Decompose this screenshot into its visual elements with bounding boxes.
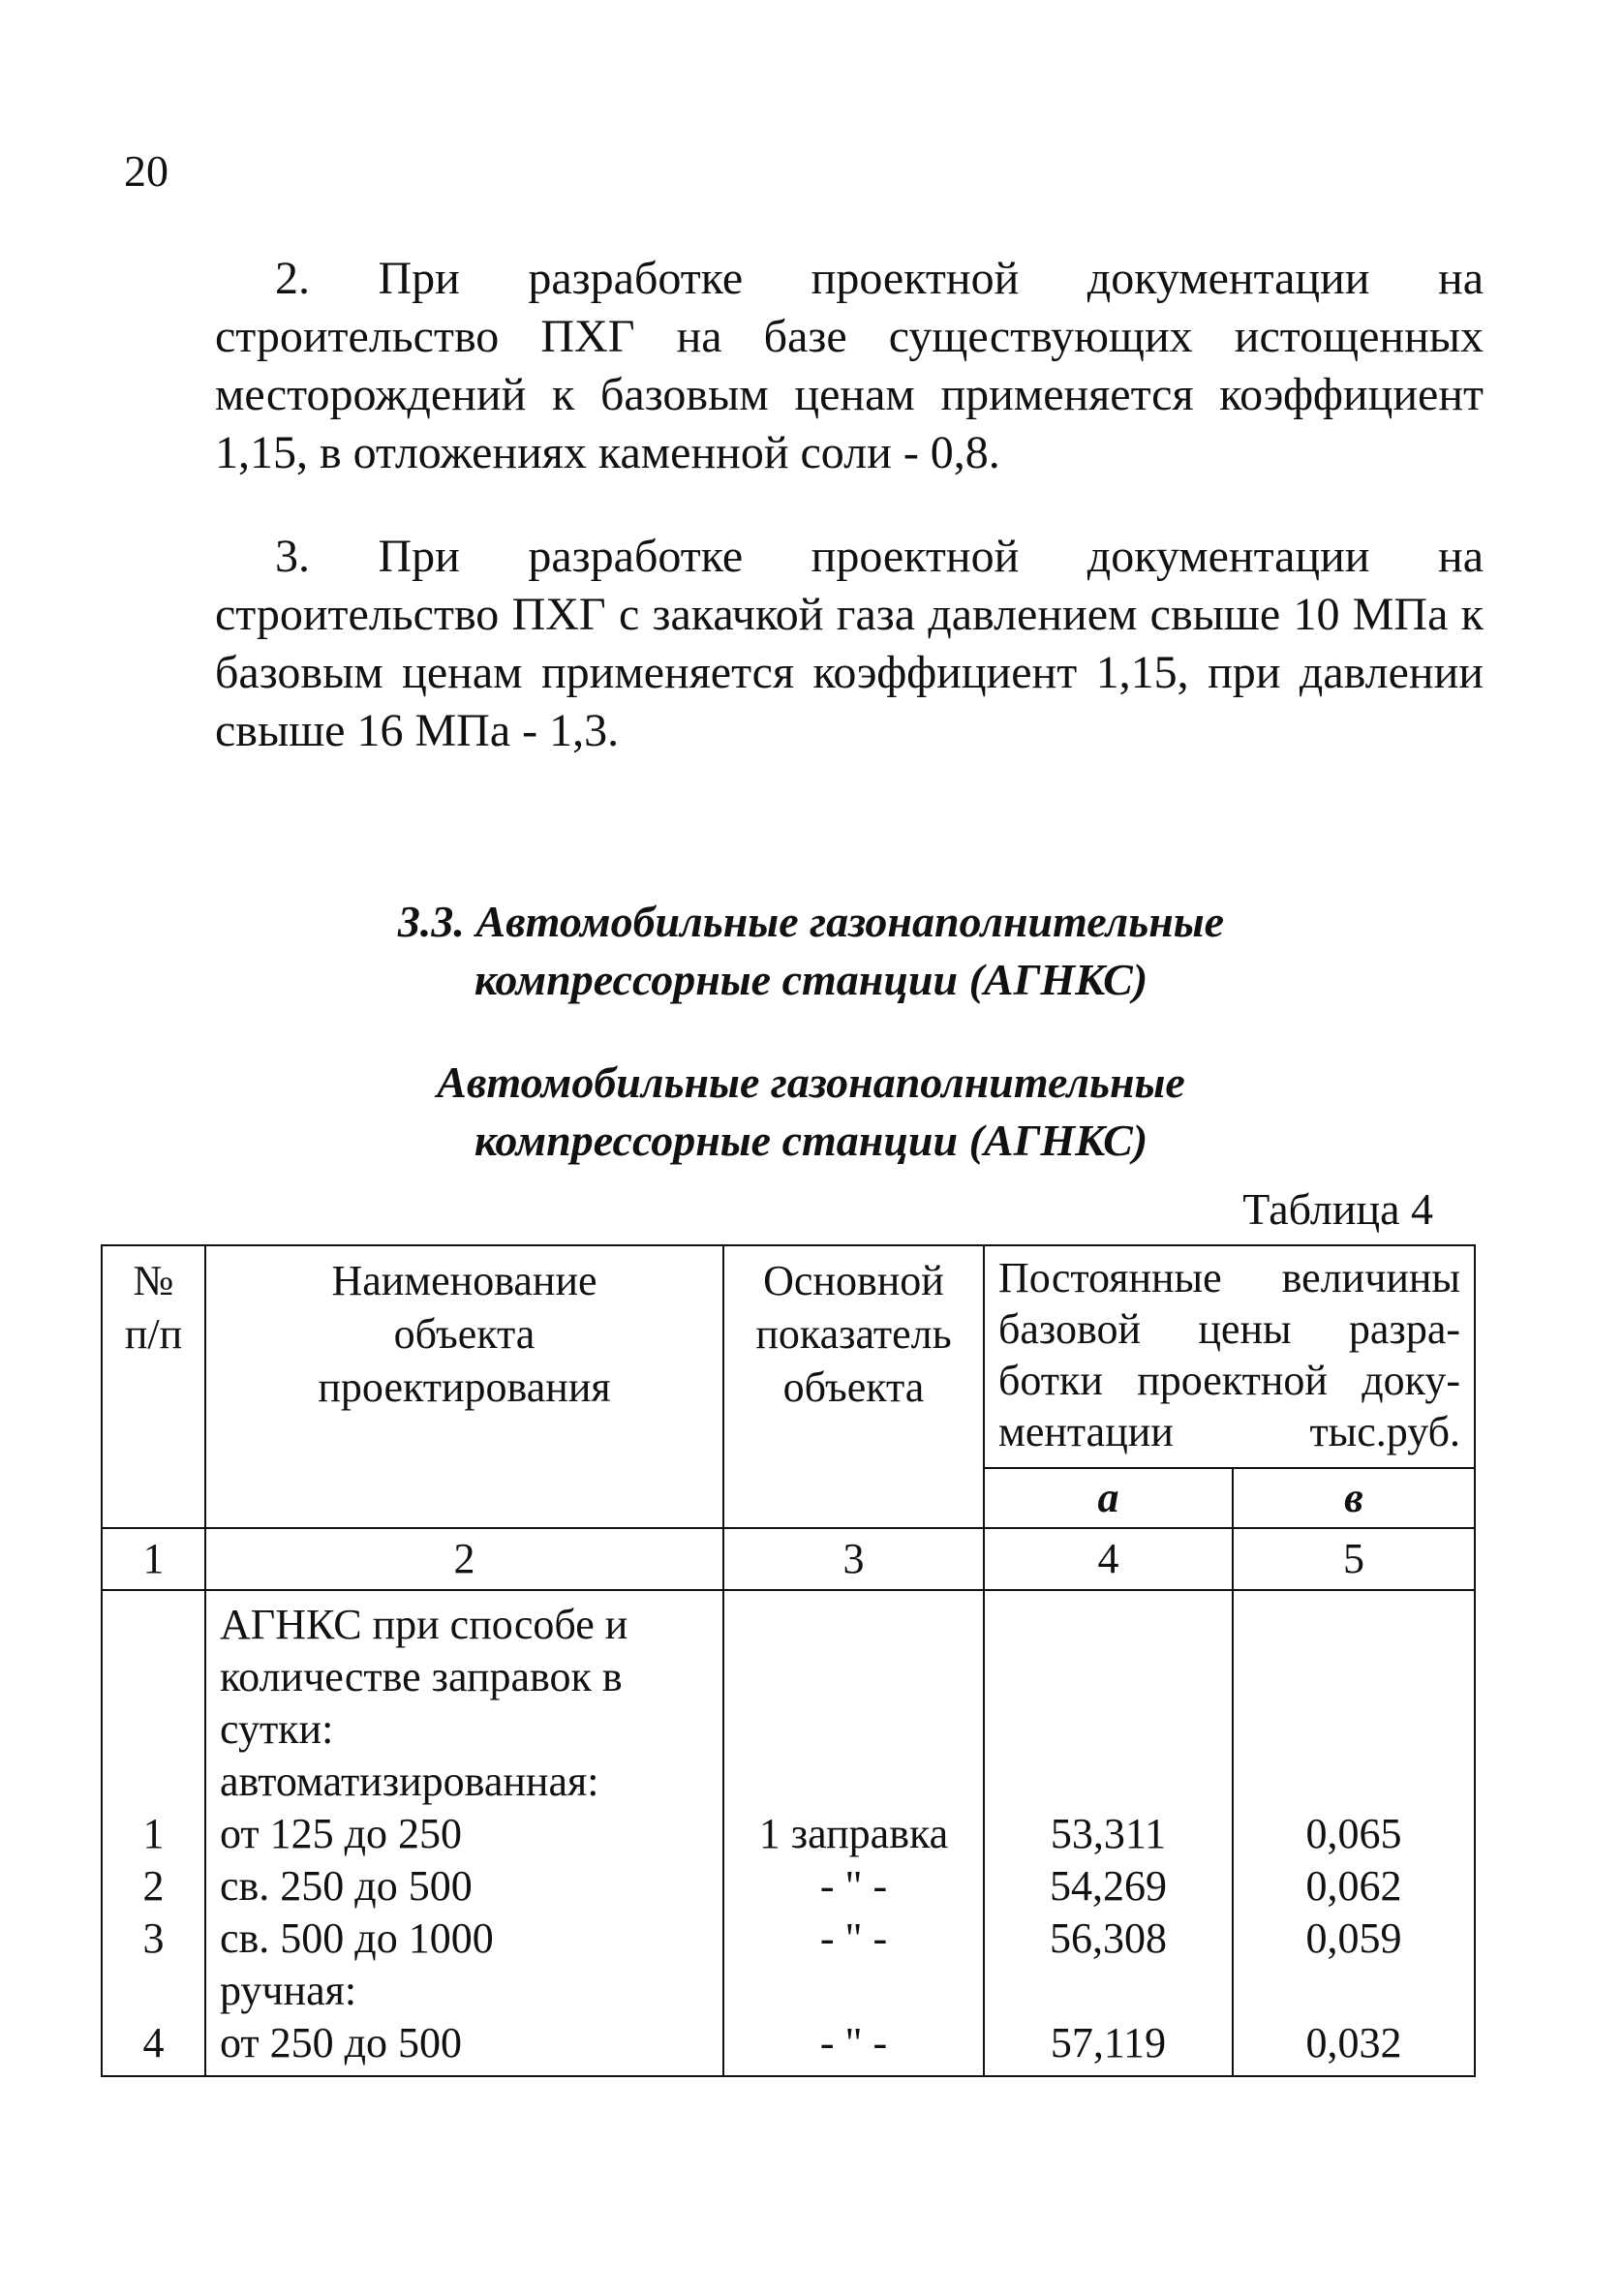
row-name: от 250 до 500 [220, 2019, 463, 2066]
table-title-line-2: компрессорные станции (АГНКС) [474, 1116, 1148, 1165]
row-indicator [724, 1965, 983, 2017]
section-heading [0, 893, 1622, 1009]
row-value-a: 57,119 [1050, 2019, 1167, 2066]
row-value-b: 0,062 [1305, 1862, 1402, 1910]
section-heading-line-2: компрессорные станции (АГНКС) [474, 955, 1148, 1004]
row-name: количестве заправок в [220, 1653, 623, 1700]
row-indicator: 1 заправка [758, 1810, 949, 1857]
row-name: АГНКС при способе и [220, 1601, 628, 1648]
header-indicator-line-2: показатель [755, 1310, 952, 1358]
column-number-row [102, 1528, 1475, 1590]
row-name: св. 500 до 1000 [220, 1914, 494, 1962]
row-value-b [1234, 1651, 1474, 1703]
row-value-a: 54,269 [1050, 1862, 1167, 1910]
row-number [103, 1703, 204, 1756]
row-number: 1 [142, 1810, 165, 1857]
column-number: 5 [1233, 1528, 1475, 1590]
header-name-line-2: объекта [393, 1310, 536, 1358]
header-main-indicator [723, 1245, 984, 1528]
row-indicator: - " - [819, 1914, 888, 1962]
row-value-b [1234, 1965, 1474, 2017]
header-object-name [205, 1245, 723, 1528]
indicator-column [723, 1590, 984, 2076]
row-indicator [724, 1703, 983, 1756]
column-number: 2 [205, 1528, 723, 1590]
row-value-b [1234, 1703, 1474, 1756]
row-number [103, 1965, 204, 2017]
header-base-price [984, 1245, 1475, 1468]
header-price-line-1: Постоянные величины [998, 1254, 1460, 1301]
paragraph-2: 2. При разработке проектной документации на строительство ПХГ на базе существующих истощенных месторождений к базовым ценам применяется коэффициент 1,15, в отложениях каменной соли - 0,8. [215, 253, 1484, 478]
row-indicator: - " - [819, 2019, 888, 2066]
value-a-column [984, 1590, 1233, 2076]
header-name-line-3: проектирования [318, 1363, 611, 1411]
table-body-row [102, 1590, 1475, 2076]
row-indicator [724, 1756, 983, 1808]
number-column [102, 1590, 205, 2076]
row-name: автоматизированная: [220, 1758, 599, 1805]
header-indicator-line-1: Основной [763, 1257, 944, 1304]
row-name: от 125 до 250 [220, 1810, 463, 1857]
section-heading-line-1: 3.3. Автомобильные газонаполнительные [397, 897, 1225, 946]
row-value-b [1234, 1756, 1474, 1808]
row-number [103, 1756, 204, 1808]
row-value-a [985, 1965, 1232, 2017]
column-number: 1 [102, 1528, 205, 1590]
table-header-row [102, 1245, 1475, 1468]
column-number: 3 [723, 1528, 984, 1590]
table-title-line-1: Автомобильные газонаполнительные [437, 1057, 1185, 1107]
row-number: 3 [142, 1914, 165, 1962]
row-value-a: 56,308 [1050, 1914, 1167, 1962]
header-price-line-2: базовой цены разра- [998, 1305, 1460, 1353]
row-indicator: - " - [819, 1862, 888, 1910]
row-value-b: 0,065 [1305, 1810, 1402, 1857]
header-sub-a: а [984, 1468, 1233, 1528]
header-number-line-2: п/п [124, 1310, 183, 1358]
table-caption: Таблица 4 [1242, 1184, 1433, 1234]
row-number: 2 [142, 1862, 165, 1910]
page-number: 20 [124, 146, 168, 196]
row-name: сутки: [220, 1705, 334, 1753]
row-value-b [1234, 1599, 1474, 1651]
row-name: св. 250 до 500 [220, 1862, 473, 1910]
header-number-line-1: № [133, 1257, 174, 1304]
header-price-line-4: ментации тыс.руб. [998, 1408, 1460, 1455]
row-value-a [985, 1756, 1232, 1808]
row-value-a: 53,311 [1050, 1810, 1167, 1857]
price-table [101, 1244, 1476, 2077]
table-title [0, 1054, 1622, 1170]
header-price-line-3: ботки проектной доку- [998, 1357, 1460, 1404]
row-indicator [724, 1651, 983, 1703]
header-name-line-1: Наименование [331, 1257, 597, 1304]
name-column [205, 1590, 723, 2076]
row-indicator [724, 1599, 983, 1651]
header-indicator-line-3: объекта [782, 1363, 925, 1411]
value-b-column [1233, 1590, 1475, 2076]
header-number [102, 1245, 205, 1528]
row-value-b: 0,059 [1305, 1914, 1402, 1962]
column-number: 4 [984, 1528, 1233, 1590]
row-value-a [985, 1651, 1232, 1703]
row-number [103, 1651, 204, 1703]
row-name: ручная: [220, 1967, 357, 2014]
paragraph-3: 3. При разработке проектной документации на строительство ПХГ с закачкой газа давлением свыше 10 МПа к базовым ценам применяется коэффициент 1,15, при давлении свыше 16 МПа - 1,3. [215, 531, 1484, 756]
row-value-b: 0,032 [1305, 2019, 1402, 2066]
row-value-a [985, 1703, 1232, 1756]
row-number: 4 [142, 2019, 165, 2066]
row-number [103, 1599, 204, 1651]
row-value-a [985, 1599, 1232, 1651]
header-sub-b: в [1233, 1468, 1475, 1528]
